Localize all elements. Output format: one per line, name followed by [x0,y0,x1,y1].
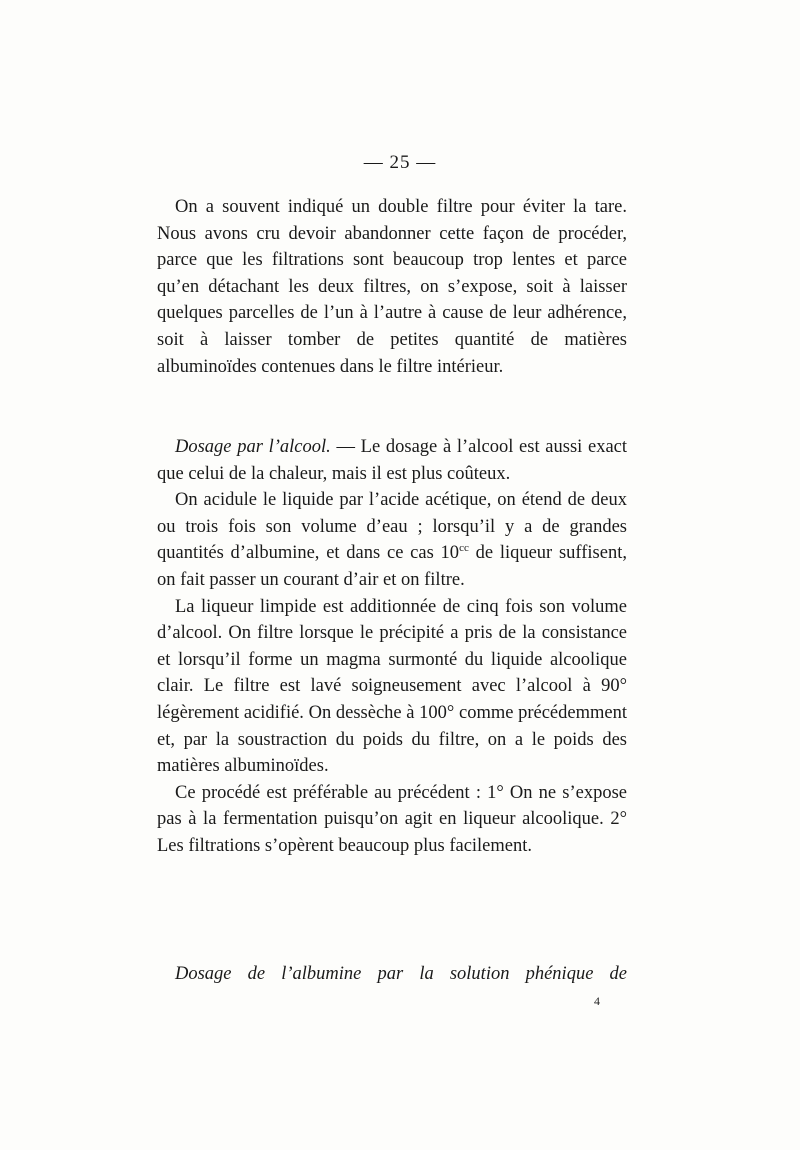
section-heading-alcohol: Dosage par l’alcool. [175,437,331,457]
paragraph-acidify-end: de liqueur suffisent, on fait passer un courant d’air et on filtre. [157,543,627,590]
text-block-alcohol-dosage [157,434,627,860]
text-block-filtration [157,194,627,380]
page-number: — 25 — [363,152,437,173]
paragraph-alcohol-intro-text: — Le dosage à l’alcool est aussi exact que celui de la chaleur, mais il est plus coûteux. [157,437,628,484]
paragraph-acidify [157,487,627,593]
paragraph-double-filter: On a souvent indiqué un double filtre pour éviter la tare. Nous avons cru devoir abandonner cette façon de procéder, parce que les filtrations sont beaucoup trop lentes et parce qu’en détachant les deux filtres, on s’expose, soit à laisser quelques parcelles de l’un à l’autre à cause de leur adhérence, soit à laisser tomber de petites quantité de matières albuminoïdes contenues dans le filtre intérieur. [157,197,627,377]
section-heading-phenic: Dosage de l’albumine par la solution phénique de [175,964,627,984]
unit-superscript: cc [459,542,469,555]
paragraph-acidify-start: On acidule le liquide par l’acide acétique, on étend de deux ou trois fois son volume d’eau ; lorsqu’il y a de grandes quantités d’albumine, et dans ce cas 10 [157,490,627,564]
paragraph-procedure: Ce procédé est préférable au précédent : 1° On ne s’expose pas à la fermentation puisqu’on agit en liqueur alcoolique. 2° Les filtrations s’opèrent beaucoup plus facilement. [157,782,627,856]
signature-mark: 4 [594,994,600,1008]
paragraph-liquor: La liqueur limpide est additionnée de cinq fois son volume d’alcool. On filtre lorsque le précipité a pris de la consistance et lorsqu’il forme un magma surmonté du liquide alcoolique clair. Le filtre est lavé soigneusement avec l’alcool à 90° légèrement acidifié. On dessèche à 100° comme précédemment et, par la soustraction du poids du filtre, on a le poids des matières albuminoïdes. [157,596,627,777]
paragraph-alcohol-intro [157,434,627,487]
text-block-next-section [157,961,627,988]
